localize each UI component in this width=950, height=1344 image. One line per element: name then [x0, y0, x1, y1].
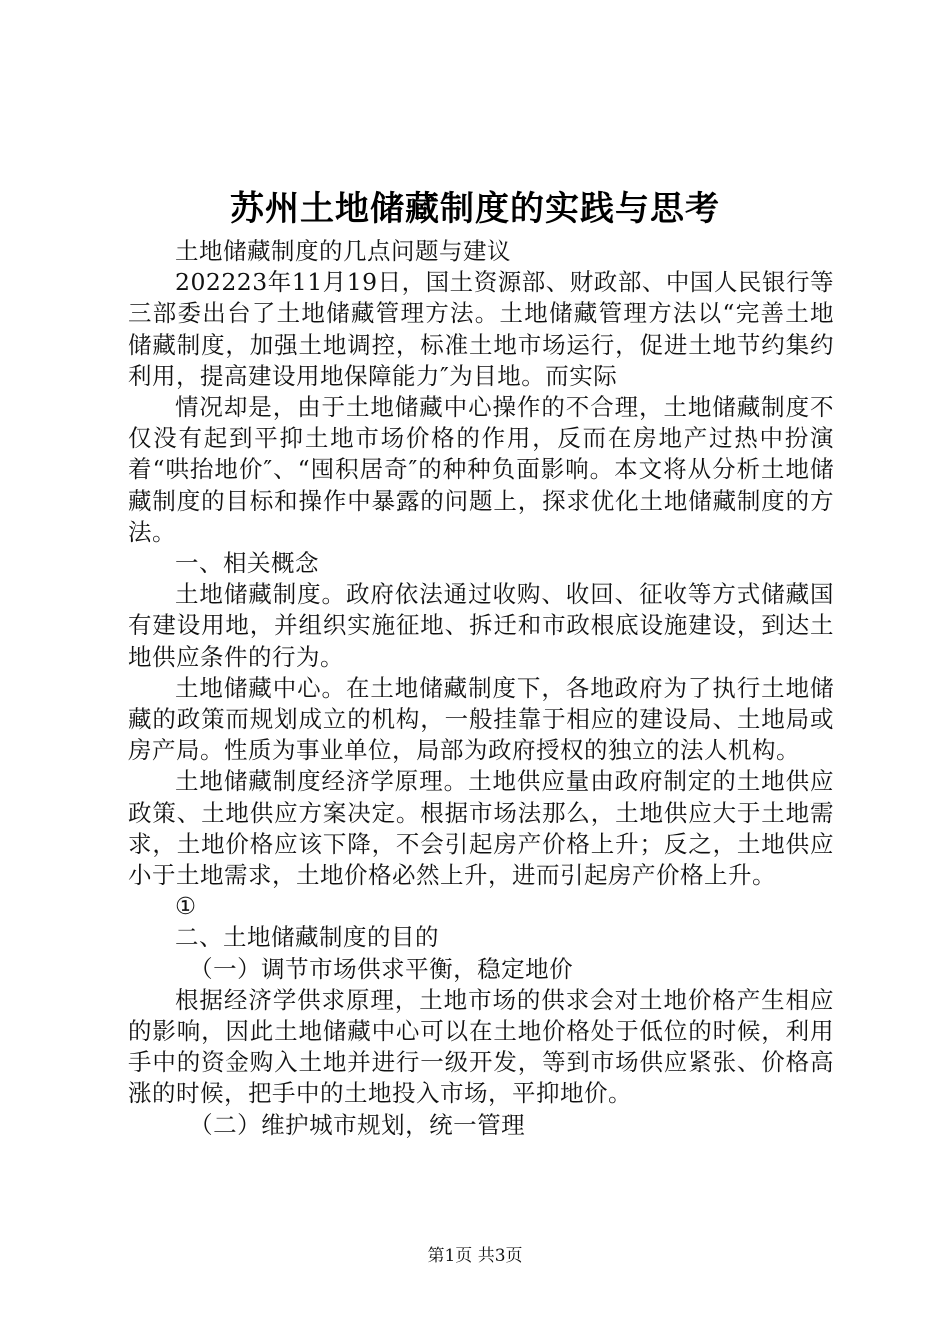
document-body [128, 236, 834, 1141]
paragraph: 202223年11月19日，国土资源部、财政部、中国人民银行等三部委出台了土地储藏管理方法。土地储藏管理方法以“完善土地储藏制度，加强土地调控，标准土地市场运行，促进土地节约集约利用，提高建设用地保障能力″为目地。而实际 [128, 268, 834, 390]
page-number-footer: 第1页 共3页 [427, 1246, 523, 1266]
section-heading: 二、土地储藏制度的目的 [175, 923, 439, 952]
subsection-heading: （二）维护城市规划，统一管理 [189, 1110, 526, 1139]
paragraph: 土地储藏中心。在土地储藏制度下，各地政府为了执行土地储藏的政策而规划成立的机构，一般挂靠于相应的建设局、土地局或房产局。性质为事业单位，局部为政府授权的独立的法人机构。 [128, 673, 834, 765]
subsection-heading: （一）调节市场供求平衡，稳定地价 [189, 954, 574, 983]
paragraph: 土地储藏制度经济学原理。土地供应量由政府制定的土地供应政策、土地供应方案决定。根据市场法那么，土地供应大于土地需求，土地价格应该下降，不会引起房产价格上升；反之，土地供应小于土地需求，土地价格必然上升，进而引起房产价格上升。 [128, 767, 834, 890]
paragraph: 根据经济学供求原理，土地市场的供求会对土地价格产生相应的影响，因此土地储藏中心可以在土地价格处于低位的时候，利用手中的资金购入土地并进行一级开发，等到市场供应紧张、价格高涨的时候，把手中的土地投入市场，平抑地价。 [128, 985, 834, 1108]
paragraph: 土地储藏制度。政府依法通过收购、收回、征收等方式储藏国有建设用地，并组织实施征地、拆迁和市政根底设施建设，到达土地供应条件的行为。 [128, 580, 834, 671]
paragraph-heading: 土地储藏制度的几点问题与建议 [175, 237, 511, 265]
paragraph: 情况却是，由于土地储藏中心操作的不合理，土地储藏制度不仅没有起到平抑土地市场价格的作用，反而在房地产过热中扮演着“哄抬地价″、“囤积居奇″的种种负面影响。本文将从分析土地储藏制度的目标和操作中暴露的问题上，探求优化土地储藏制度的方法。 [128, 393, 834, 546]
section-heading: 一、相关概念 [175, 549, 319, 578]
document-title: 苏州土地储藏制度的实践与思考 [230, 189, 720, 229]
footnote-marker: ① [175, 892, 197, 921]
